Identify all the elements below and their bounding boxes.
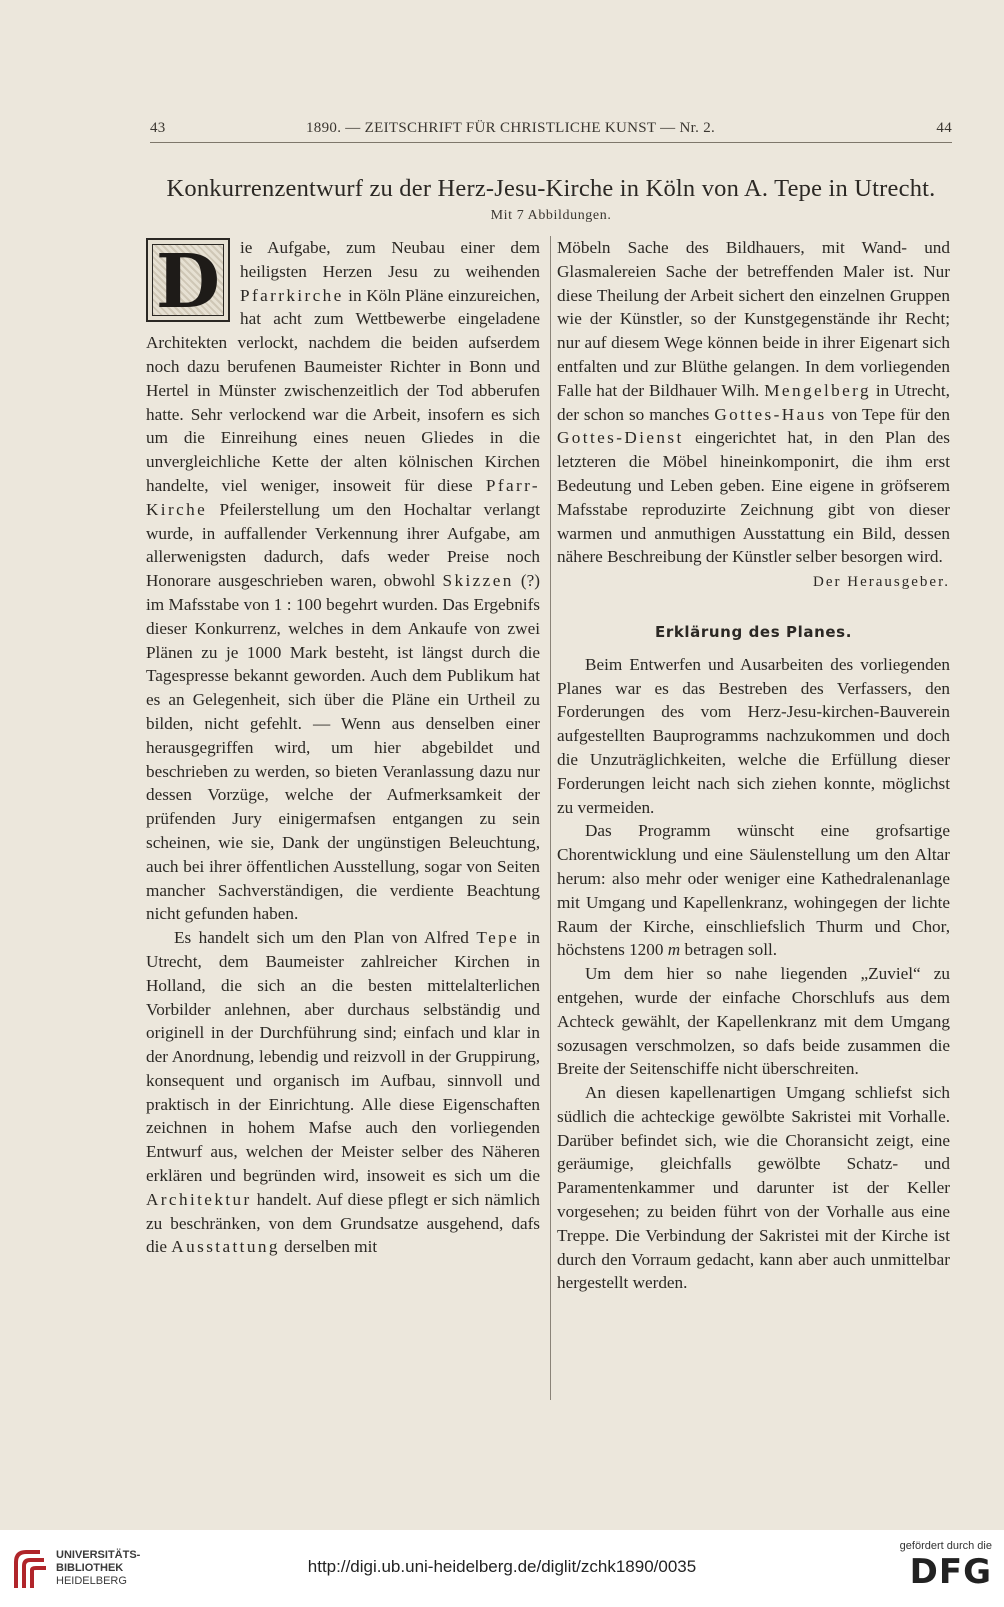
header-rule <box>150 142 952 143</box>
journal-title: 1890. — ZEITSCHRIFT FÜR CHRISTLICHE KUNST — Nr. 2. <box>306 120 716 136</box>
paragraph: Beim Entwerfen und Ausarbeiten des vorliegenden Planes war es das Bestreben des Verfassers, den Forderungen des vom Herz-Jesu-kirchen-Bauverein aufgestellten Bauprogramms nachzukommen und doch die Unzuträglichkeiten, welche die Erfüllung dieser Forderungen leicht nach sich ziehen konnte, möglichst zu vermeiden. <box>557 654 950 817</box>
text-run: Es handelt sich um den Plan von Alfred <box>174 928 477 948</box>
decorated-initial <box>146 238 230 325</box>
text-run: Das Programm wünscht eine grofsartige Chorentwicklung und eine Säulenstellung um den Altar herum: also mehr oder weniger eine Kathedralenanlage mit Umgang und Kapellenkranz, wohingegen der lichte Raum der Kirche, einschliefslich Thurm und Chor, höchstens 1200 <box>557 821 950 960</box>
paragraph <box>557 819 950 962</box>
funding-caption: gefördert durch die <box>899 1540 992 1552</box>
text-run: derselben mit <box>279 1237 378 1257</box>
text-run: in Köln Pläne einzureichen, hat acht zum Wettbewerbe eingeladene Architekten verlockt, nachdem die beiden aufserdem noch dazu berufenen Baumeister Richter in Bonn und Hertel in Münster zwischenzeitlich der Tod abberufen hatte. Sehr verlockend war die Arbeit, insofern es sich um die Einreihung eines neuen Gliedes in die unvergleichliche Kette der alten kölnischen Kirchen handelte, viel weniger, insoweit für diese <box>146 285 540 495</box>
page-number-right: 44 <box>936 120 952 136</box>
library-name-line: BIBLIOTHEK <box>56 1562 124 1574</box>
emphasized-text: Skizzen <box>442 571 514 591</box>
paragraph: An diesen kapellenartigen Umgang schliefst sich südlich die achteckige gewölbte Sakristei mit Vorhalle. Darüber befindet sich, wie die Choransicht zeigt, eine geräumige, gleichfalls gewölbte Schatz- und Paramentenkammer und darunter ist der Keller vorgesehen; zu beiden führt von der Vorhalle aus eine Treppe. Die Verbindung der Sakristei mit der Kirche ist durch den Vorraum gedacht, kann aber auch unmittelbar hergestellt werden. <box>557 1083 950 1293</box>
text-run: (?) im Mafsstabe von 1 : 100 begehrt wurden. Das Ergebnifs dieser Konkurrenz, welches in dem Ankaufe von zwei Plänen zu je 1000 Mark besteht, ist längst durch die Tagespresse bekannt geworden. Auch dem Publikum hat es an Gelegenheit, sich über die Pläne ein Urtheil zu bilden, nicht gefehlt. — Wenn aus denselben einer herausgegriffen wird, um hier abgebildet und beschrieben zu werden, so bieten Veranlassung dazu nur dessen Vorzüge, welche der Aufmerksamkeit der prüfenden Jury einigermafsen entgangen zu sein scheinen, wie sie, Dank der ungünstigen Beleuchtung, auch bei ihrer öffentlichen Ausstellung, sogar von Seiten mancher Sachverständigen, die verdiente Beachtung nicht gefunden haben. <box>146 571 541 924</box>
library-name-line: HEIDELBERG <box>56 1575 127 1587</box>
text-run: Möbeln Sache des Bildhauers, mit Wand- und Glasmalereien Sache der betreffenden Maler ist. Nur diese Theilung der Arbeit sichert den einzelnen Gruppen wie der Künstler, so der Kunstgegenstände ihr Recht; nur auf diesem Wege können beide in ihrer Eigenart sich entfalten und zur Blüthe gelangen. In dem vorliegenden Falle hat der Bildhauer Wilh. <box>557 238 950 400</box>
emphasized-text: Architektur <box>146 1189 252 1209</box>
initial-letter: D <box>155 239 221 325</box>
text-run: in Utrecht, der schon so manches <box>557 380 950 424</box>
text-run: betragen soll. <box>680 940 778 960</box>
text-run: handelt. Auf diese pflegt er sich nämlich zu beschränken, von dem Grundsatze ausgehend, dafs die <box>146 1189 540 1257</box>
column-divider <box>550 236 551 1400</box>
text-run: von Tepe für den <box>826 404 950 424</box>
paragraph: Um dem hier so nahe liegenden „Zuviel“ zu entgehen, wurde der einfache Chorschlufs aus dem Achteck gewählt, der Kapellenkranz mit dem Umgang sozusagen verschmolzen, so dafs beide zusammen die Breite der Seitenschiffe nicht überschreiten. <box>557 964 950 1079</box>
funding-notice[interactable] <box>882 1540 992 1592</box>
editor-signature: Der Herausgeber. <box>813 574 950 591</box>
text-run: in Utrecht, dem Baumeister zahlreicher Kirchen in Holland, die sich an die besten mittelalterlichen Vorbilder anlehnen, aber durchaus selbständig und originell in der Durchführung sind; einfach und klar in der Anordnung, lebendig und reizvoll in der Gruppirung, konsequent und organisch im Aufbau, sinnvoll und praktisch in der Einrichtung. Alle diese Eigenschaften zeichnen in hohem Mafse auch den vorliegenden Entwurf aus, welchen der Meister selber des Näheren erklären und begründen wird, insoweit es sich um die <box>146 928 540 1186</box>
paragraph <box>146 926 540 1259</box>
emphasized-text: Tepe <box>476 928 520 948</box>
emphasized-text: Mengelberg <box>764 380 871 400</box>
text-run: ie Aufgabe, zum Neubau einer dem heiligsten Herzen Jesu zu weihenden <box>240 238 540 281</box>
library-name-line: UNIVERSITÄTS- <box>56 1549 141 1561</box>
article-title: Konkurrenzentwurf zu der Herz-Jesu-Kirche in Köln von A. Tepe in Utrecht. <box>166 175 936 202</box>
text-run: Pfeilerstellung um den Hochaltar verlangt wurde, in auffallender Verkennung ihrer Aufgabe, am allerwenigsten dadurch, dafs weder Preise noch Honorare ausgeschrieben waren, obwohl <box>146 499 540 591</box>
unit-symbol: m <box>667 940 681 960</box>
paragraph <box>146 236 540 926</box>
page-number-left: 43 <box>150 120 166 136</box>
emphasized-text: Ausstattung <box>171 1237 280 1257</box>
emphasized-text: Gottes-Dienst <box>557 428 684 448</box>
paragraph <box>557 236 950 569</box>
emphasized-text: Gottes-Haus <box>714 404 827 424</box>
running-header <box>150 116 952 142</box>
text-run: eingerichtet hat, in den Plan des letzteren die Möbel hineinkomponirt, die ihm erst Bedeutung und Leben geben. Eine eigene in gröfserem Mafsstabe reproduzirte Zeichnung gibt von dieser warmen und anmuthigen Ausstattung ein Bild, dessen nähere Beschreibung der Künstler selber besorgen wird. <box>557 428 950 567</box>
signature-line <box>557 569 950 595</box>
emphasized-text: Pfarr-Kirche <box>146 475 540 519</box>
dfg-logo-icon: DFG <box>909 1552 992 1592</box>
article-subtitle: Mit 7 Abbildungen. <box>490 208 612 223</box>
viewer-footer <box>0 1530 1004 1607</box>
section-heading: Erklärung des Planes. <box>655 622 852 641</box>
right-column <box>557 236 950 1295</box>
permalink-url[interactable]: http://digi.ub.uni-heidelberg.de/diglit/zchk1890/0035 <box>307 1557 697 1576</box>
emphasized-text: Pfarrkirche <box>240 285 344 305</box>
left-column <box>146 236 540 1259</box>
